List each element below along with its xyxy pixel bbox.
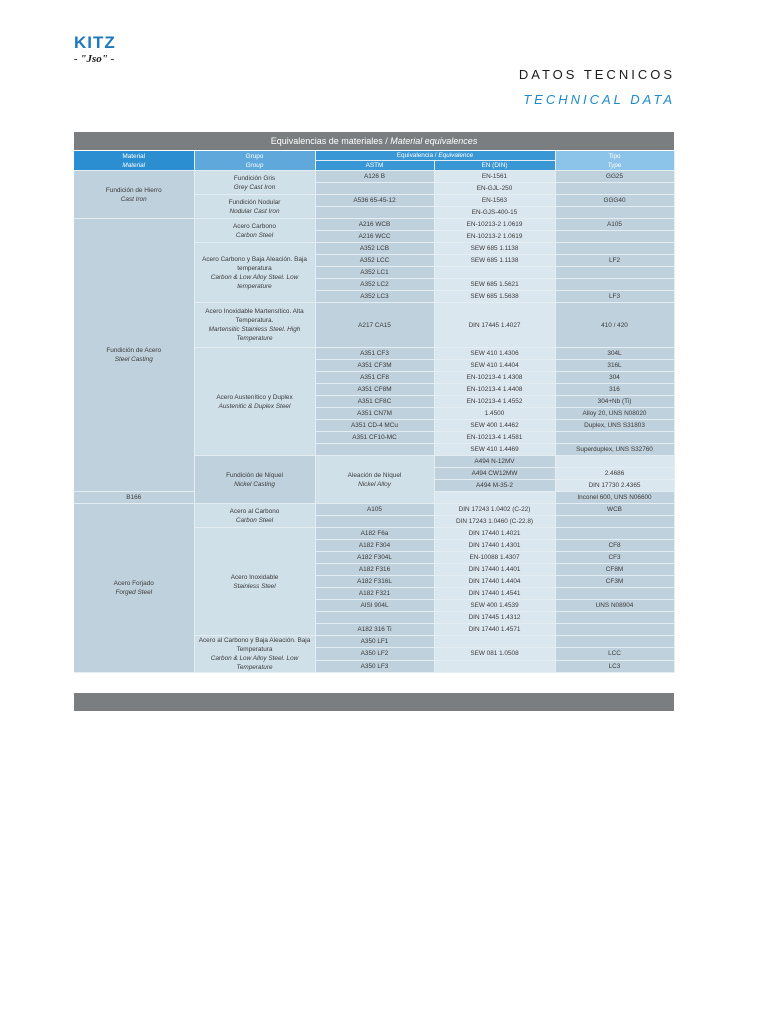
type-cell: CF3M	[555, 576, 674, 588]
group-cell: Acero Austenítico y Duplex Austenitic & Duplex Steel	[194, 348, 315, 456]
astm-cell	[315, 444, 434, 456]
group-cell: Acero al Carbono y Baja Aleación. Baja Temperatura Carbon & Low Alloy Steel. Low Temperature	[194, 636, 315, 673]
en-cell: SEW 685 1.5621	[434, 279, 555, 291]
en-cell: SEW 685 1.5638	[434, 291, 555, 303]
section-cell: Fundición de Níquel Nickel Casting	[194, 456, 315, 504]
en-cell: SEW 410 1.4469	[434, 444, 555, 456]
group-cell: Acero Inoxidable Martensítico. Alta Temperatura. Martensitic Stainless Steel. High Temperature	[194, 303, 315, 348]
astm-cell: A217 CA15	[315, 303, 434, 348]
group-cell: Acero Inoxidable Stainless Steel	[194, 528, 315, 636]
astm-cell: A536 65-45-12	[315, 195, 434, 207]
astm-cell	[315, 612, 434, 624]
group-cell: Acero al Carbono Carbon Steel	[194, 504, 315, 528]
type-cell: Superduplex, UNS S32760	[555, 444, 674, 456]
header-type: Tipo Type	[555, 151, 674, 171]
type-cell	[555, 231, 674, 243]
section-cell: Acero Forjado Forged Steel	[74, 504, 194, 673]
en-cell: DIN 17440 1.4541	[434, 588, 555, 600]
astm-cell: A350 LF2	[315, 648, 434, 660]
type-cell	[555, 624, 674, 636]
astm-cell: A126 B	[315, 171, 434, 183]
type-cell	[555, 267, 674, 279]
en-cell: EN-GJS-400-15	[434, 207, 555, 219]
en-cell: SEW 685 1.1138	[434, 255, 555, 267]
header-group: Grupo Group	[194, 151, 315, 171]
group-cell: Fundición Nodular Nodular Cast Iron	[194, 195, 315, 219]
astm-cell: A350 LF3	[315, 660, 434, 672]
type-cell: 316	[555, 384, 674, 396]
caption-es: Equivalencias de materiales /	[270, 136, 388, 146]
en-cell	[434, 492, 555, 504]
en-cell	[434, 636, 555, 648]
type-cell	[555, 612, 674, 624]
en-cell: EN-10213-2 1.0619	[434, 219, 555, 231]
type-cell: 304L	[555, 348, 674, 360]
type-cell: LF2	[555, 255, 674, 267]
type-cell: GGG40	[555, 195, 674, 207]
table-row	[74, 171, 674, 183]
astm-cell: A494 M-35-2	[434, 480, 555, 492]
type-cell	[555, 636, 674, 648]
astm-cell: A351 CF8	[315, 372, 434, 384]
astm-cell: A352 LC3	[315, 291, 434, 303]
type-cell: Inconel 600, UNS N06600	[555, 492, 674, 504]
en-cell: SEW 685 1.1138	[434, 243, 555, 255]
group-cell: Aleación de Níquel Nickel Alloy	[315, 456, 434, 504]
astm-cell: B166	[74, 492, 194, 504]
en-cell: DIN 17440 1.4404	[434, 576, 555, 588]
astm-cell: A105	[315, 504, 434, 516]
astm-cell: A351 CD-4 MCu	[315, 420, 434, 432]
type-cell: 304	[555, 372, 674, 384]
type-cell	[555, 207, 674, 219]
astm-cell: A350 LF1	[315, 636, 434, 648]
header-equivalence: Equivalencia / Equivalence	[315, 151, 555, 161]
group-cell: Acero Carbono Carbon Steel	[194, 219, 315, 243]
type-cell: 304+Nb (Ti)	[555, 396, 674, 408]
en-cell: EN-1563	[434, 195, 555, 207]
astm-cell: A216 WCC	[315, 231, 434, 243]
en-cell: 1.4500	[434, 408, 555, 420]
type-cell	[555, 432, 674, 444]
astm-cell	[315, 207, 434, 219]
type-cell: A105	[555, 219, 674, 231]
type-cell: CF8M	[555, 564, 674, 576]
type-cell	[555, 528, 674, 540]
en-cell: 2.4686	[555, 468, 674, 480]
en-cell: EN-10213-4 1.4581	[434, 432, 555, 444]
table-header-row	[74, 151, 674, 161]
en-cell: EN-10213-4 1.4552	[434, 396, 555, 408]
en-cell: SEW 410 1.4306	[434, 348, 555, 360]
en-cell: DIN 17445 1.4312	[434, 612, 555, 624]
en-cell	[555, 456, 674, 468]
en-cell: DIN 17440 1.4301	[434, 540, 555, 552]
en-cell: DIN 17243 1.0402 (C-22)	[434, 504, 555, 516]
astm-cell: A352 LC2	[315, 279, 434, 291]
en-cell: DIN 17440 1.4401	[434, 564, 555, 576]
astm-cell: A216 WCB	[315, 219, 434, 231]
astm-cell: A352 LCC	[315, 255, 434, 267]
astm-cell: A352 LCB	[315, 243, 434, 255]
en-cell: SEW 400 1.4462	[434, 420, 555, 432]
astm-cell: A494 N-12MV	[434, 456, 555, 468]
type-cell: LF3	[555, 291, 674, 303]
header-en-din: EN (DIN)	[434, 161, 555, 171]
en-cell: EN-10213-4 1.4308	[434, 372, 555, 384]
section-cell: Fundición de Hierro Cast Iron	[74, 171, 194, 219]
table-row	[74, 504, 674, 516]
astm-cell: A351 CF8M	[315, 384, 434, 396]
en-cell: EN-10088 1.4307	[434, 552, 555, 564]
astm-cell: A351 CF3M	[315, 360, 434, 372]
type-cell: LCC	[555, 648, 674, 660]
logo-tagline: - "Jso" -	[74, 53, 115, 65]
material-equivalence-table	[74, 151, 675, 673]
en-cell: DIN 17243 1.0460 (C-22.8)	[434, 516, 555, 528]
type-cell	[555, 183, 674, 195]
astm-cell: A351 CF3	[315, 348, 434, 360]
logo-brand: KITZ	[74, 33, 116, 52]
astm-cell: A182 316 Ti	[315, 624, 434, 636]
en-cell	[434, 660, 555, 672]
caption-en: Material equivalences	[390, 136, 478, 146]
page-title-en: TECHNICAL DATA	[523, 92, 675, 107]
type-cell: CF3	[555, 552, 674, 564]
astm-cell: A352 LC1	[315, 267, 434, 279]
type-cell: 410 / 420	[555, 303, 674, 348]
en-cell: EN-1561	[434, 171, 555, 183]
astm-cell: AISI 904L	[315, 600, 434, 612]
en-cell: SEW 081 1.0508	[434, 648, 555, 660]
en-cell: DIN 17440 1.4571	[434, 624, 555, 636]
astm-cell: A494 CW12MW	[434, 468, 555, 480]
astm-cell: A182 F304L	[315, 552, 434, 564]
astm-cell: A351 CF10-MC	[315, 432, 434, 444]
type-cell	[555, 516, 674, 528]
en-cell	[434, 267, 555, 279]
table-caption	[74, 132, 674, 150]
en-cell: SEW 400 1.4539	[434, 600, 555, 612]
astm-cell	[315, 516, 434, 528]
type-cell: GG25	[555, 171, 674, 183]
page-title-es: DATOS TECNICOS	[518, 67, 675, 82]
astm-cell: A182 F316L	[315, 576, 434, 588]
type-cell: 316L	[555, 360, 674, 372]
type-cell: LC3	[555, 660, 674, 672]
astm-cell	[315, 183, 434, 195]
en-cell: EN-10213-2 1.0619	[434, 231, 555, 243]
type-cell: WCB	[555, 504, 674, 516]
en-cell: DIN 17445 1.4027	[434, 303, 555, 348]
astm-cell: A182 F321	[315, 588, 434, 600]
header-material: Material Material	[74, 151, 194, 171]
en-cell: EN-10213-4 1.4408	[434, 384, 555, 396]
en-cell: DIN 17440 1.4021	[434, 528, 555, 540]
table-row	[74, 219, 674, 231]
astm-cell: A351 CF8C	[315, 396, 434, 408]
astm-cell: A182 F6a	[315, 528, 434, 540]
type-cell	[555, 588, 674, 600]
en-cell: SEW 410 1.4404	[434, 360, 555, 372]
footer-bar	[74, 693, 674, 711]
header-astm: ASTM	[315, 161, 434, 171]
section-cell: Fundición de Acero Steel Casting	[74, 219, 194, 492]
en-cell: EN-GJL-250	[434, 183, 555, 195]
type-cell	[555, 279, 674, 291]
type-cell: CF8	[555, 540, 674, 552]
astm-cell: A182 F304	[315, 540, 434, 552]
type-cell: Duplex, UNS S31803	[555, 420, 674, 432]
group-cell: Acero Carbono y Baja Aleación. Baja temperatura Carbon & Low Alloy Steel. Low temperature	[194, 243, 315, 303]
en-cell: DIN 17730 2.4365	[555, 480, 674, 492]
astm-cell: A351 CN7M	[315, 408, 434, 420]
kitz-logo	[74, 34, 134, 65]
type-cell	[555, 243, 674, 255]
type-cell: UNS N08904	[555, 600, 674, 612]
type-cell: Alloy 20, UNS N08020	[555, 408, 674, 420]
group-cell: Fundición Gris Grey Cast Iron	[194, 171, 315, 195]
astm-cell: A182 F316	[315, 564, 434, 576]
